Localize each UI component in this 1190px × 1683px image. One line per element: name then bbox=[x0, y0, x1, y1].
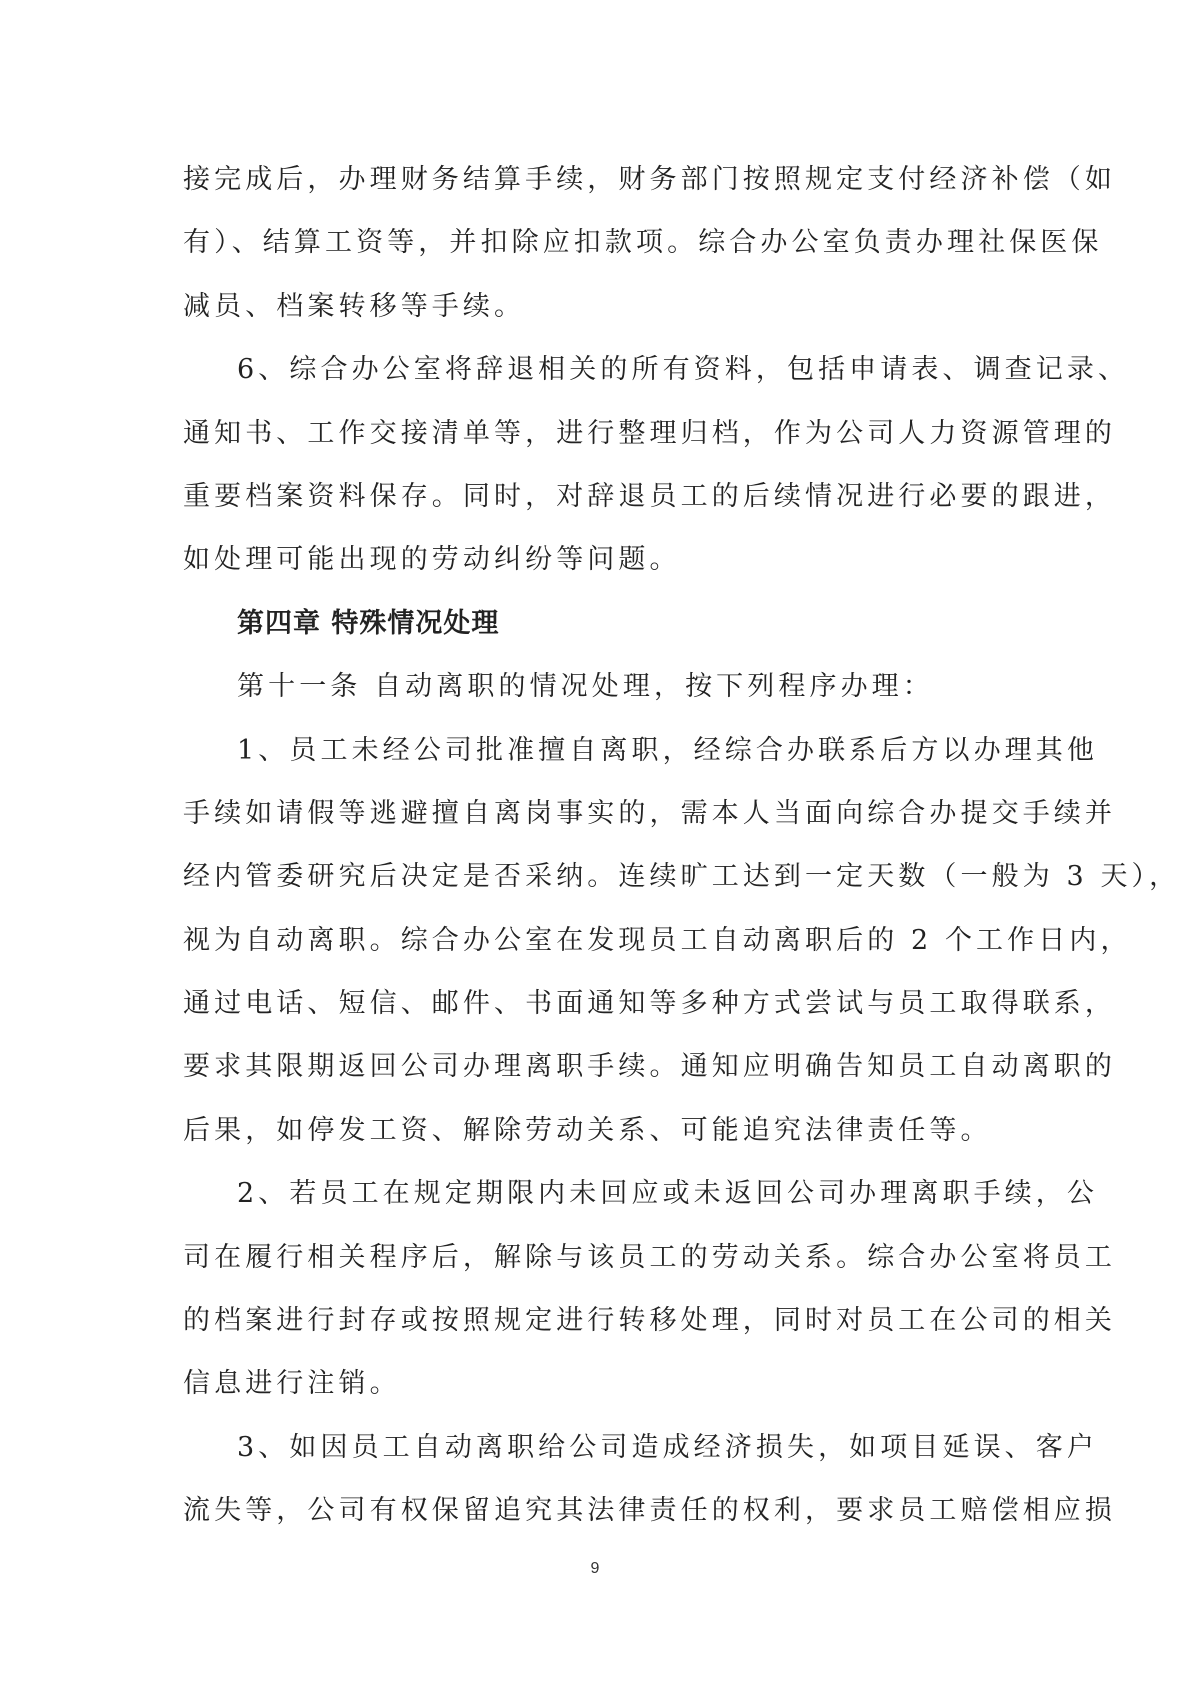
text-line: 接完成后，办理财务结算手续，财务部门按照规定支付经济补偿（如 bbox=[183, 164, 1116, 195]
text-line: 经内管委研究后决定是否采纳。连续旷工达到一定天数（一般为 3 天）， bbox=[183, 861, 1181, 893]
paragraph-start: 6、综合办公室将辞退相关的所有资料，包括申请表、调查记录、 bbox=[237, 354, 1130, 386]
text-line: 后果，如停发工资、解除劳动关系、可能追究法律责任等。 bbox=[183, 1114, 992, 1146]
text-line: 通过电话、短信、邮件、书面通知等多种方式尝试与员工取得联系， bbox=[183, 988, 1116, 1020]
text-line: 减员、档案转移等手续。 bbox=[183, 290, 526, 322]
text-line: 要求其限期返回公司办理离职手续。通知应明确告知员工自动离职的 bbox=[183, 1051, 1116, 1083]
paragraph-start: 2、若员工在规定期限内未回应或未返回公司办理离职手续，公 bbox=[237, 1178, 1098, 1210]
text-line: 的档案进行封存或按照规定进行转移处理，同时对员工在公司的相关 bbox=[183, 1305, 1116, 1337]
text-line: 司在履行相关程序后，解除与该员工的劳动关系。综合办公室将员工 bbox=[183, 1241, 1116, 1273]
text-line: 如处理可能出现的劳动纠纷等问题。 bbox=[183, 544, 681, 576]
page-number: 9 bbox=[590, 1560, 600, 1577]
text-line: 有）、结算工资等，并扣除应扣款项。综合办公室负责办理社保医保 bbox=[183, 227, 1103, 259]
article-heading: 第十一条 自动离职的情况处理，按下列程序办理： bbox=[237, 671, 934, 703]
text-line: 信息进行注销。 bbox=[183, 1368, 401, 1400]
paragraph-start: 1、员工未经公司批准擅自离职，经综合办联系后方以办理其他 bbox=[237, 734, 1098, 766]
text-line: 流失等，公司有权保留追究其法律责任的权利，要求员工赔偿相应损 bbox=[183, 1495, 1116, 1527]
paragraph-start: 3、如因员工自动离职给公司造成经济损失，如项目延误、客户 bbox=[237, 1431, 1098, 1463]
chapter-heading: 第四章 特殊情况处理 bbox=[237, 607, 500, 639]
text-line: 手续如请假等逃避擅自离岗事实的，需本人当面向综合办提交手续并 bbox=[183, 797, 1116, 829]
text-line: 重要档案资料保存。同时，对辞退员工的后续情况进行必要的跟进， bbox=[183, 480, 1116, 512]
text-line: 通知书、工作交接清单等，进行整理归档，作为公司人力资源管理的 bbox=[183, 417, 1116, 449]
document-body bbox=[183, 148, 1181, 1543]
text-line: 视为自动离职。综合办公室在发现员工自动离职后的 2 个工作日内， bbox=[183, 924, 1132, 956]
